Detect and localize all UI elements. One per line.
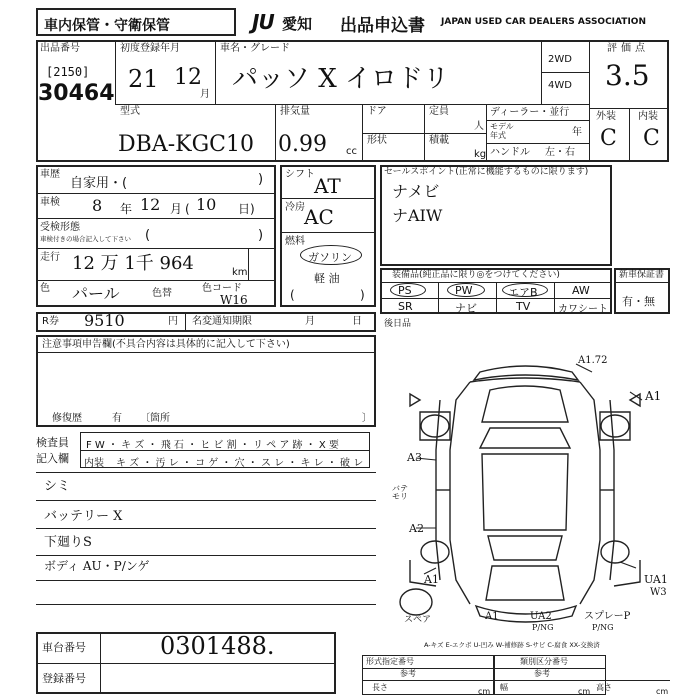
first-reg-year: 21 — [128, 65, 159, 93]
equip-tv: TV — [516, 300, 531, 313]
ju-logo: JU — [252, 10, 274, 34]
form-title: 出品申込書 — [340, 16, 425, 36]
equip-sr: SR — [398, 300, 413, 313]
equip-airbag: エアB — [508, 286, 538, 299]
height-unit: cm — [656, 687, 669, 696]
mark-rear2b: P/NG — [532, 623, 554, 632]
fuel-label: 燃料 — [285, 236, 305, 247]
storage-text: 車内保管・守衛保管 — [44, 18, 170, 34]
inspector-line2: バッテリー X — [44, 509, 123, 524]
left-side — [450, 382, 470, 604]
inspector-label1: 検査員 — [36, 436, 69, 449]
recycle-label: R券 — [42, 316, 59, 327]
history-close: ) — [258, 172, 264, 187]
door-label: ドア — [367, 106, 387, 117]
mileage-label: 走行 — [40, 252, 60, 263]
inspector-row1: F W ・ キ ズ ・ 飛 石 ・ ヒ ビ 割 ・ リ ペ ア 跡 ・ X 要 — [86, 440, 339, 451]
inspector-line1: シミ — [44, 479, 71, 494]
displacement-unit: cc — [346, 146, 357, 157]
mark-spare: スペア — [404, 615, 432, 625]
name-change-day: 日 — [352, 316, 362, 327]
name-change-month: 月 — [305, 316, 315, 327]
received-open: ( — [145, 228, 151, 243]
drive-2wd: 2WD — [548, 54, 572, 65]
color-code-label: 色コード — [202, 283, 242, 294]
width-unit: cm — [578, 687, 591, 696]
shape-label: 形状 — [367, 135, 387, 146]
received-close: ) — [258, 228, 264, 243]
drive-4wd: 4WD — [548, 80, 572, 91]
mark-rear3: スプレーP — [584, 611, 631, 622]
color-label: 色 — [40, 283, 50, 294]
spec-number-label: 形式指定番号 — [366, 657, 414, 666]
warranty-label: 新車保証書 — [619, 270, 665, 280]
dealer-year-unit: 年 — [572, 127, 582, 138]
equip-pw: PW — [455, 284, 473, 297]
capacity-label: 定員 — [429, 106, 449, 117]
mark-rear2: UA2 — [530, 611, 552, 622]
cool-label: 冷房 — [285, 202, 305, 213]
sales-point-label: セールスポイント(正常に機能するものに限ります) — [384, 167, 589, 177]
name-change-label: 名変通知期限 — [192, 316, 252, 327]
inspection-day: 10 — [196, 195, 217, 214]
inspection-day-unit: 日) — [238, 202, 255, 216]
inspection-label: 車検 — [40, 197, 60, 208]
capacity-unit: 人 — [474, 121, 484, 132]
equip-ps: PS — [398, 284, 412, 297]
mark-bl: A1 — [424, 573, 439, 586]
repair-parts: 〔箇所 — [140, 413, 170, 424]
ref2-label: 参考 — [534, 669, 550, 678]
recycle-value: 9510 — [84, 311, 125, 330]
dealer-handle-side: 左・右 — [545, 147, 575, 158]
fuel-close: ) — [360, 288, 365, 302]
mark-left1: A3 — [407, 451, 422, 464]
left-mirror — [410, 394, 420, 406]
shift-value: AT — [314, 174, 341, 198]
color-code-value: W16 — [220, 293, 248, 307]
ext-grade: C — [600, 126, 617, 151]
mark-br2: W3 — [650, 587, 667, 598]
notes-label: 注意事項申告欄(不具合内容は具体的に記入して下さい) — [42, 339, 290, 350]
width-label: 幅 — [500, 683, 508, 692]
displacement-label: 排気量 — [280, 106, 310, 117]
aftermarket-label: 後日品 — [384, 319, 412, 329]
shift-label: シフト — [285, 169, 315, 180]
front-right-wheel — [601, 415, 629, 437]
mark-rear1: A1 — [485, 611, 499, 622]
first-reg-label: 初度登録年月 — [120, 43, 180, 54]
reg-number-label: 登録番号 — [42, 672, 86, 685]
fuel-open: ( — [290, 288, 295, 302]
model-value: DBA-KGC10 — [118, 132, 254, 157]
equip-navi: ナビ — [455, 302, 477, 315]
model-label: 型式 — [120, 106, 140, 117]
first-reg-month-unit: 月 — [200, 89, 210, 100]
repair-value: 有 — [112, 413, 122, 424]
load-label: 積載 — [429, 135, 449, 146]
windshield — [480, 428, 570, 448]
inspection-year-unit: 年 — [120, 202, 133, 216]
rear-hatch — [486, 566, 564, 600]
mark-top: A1.72 — [578, 355, 608, 366]
front-right-fender — [600, 412, 630, 440]
mileage-unit: km — [232, 267, 248, 278]
warranty-value: 有・無 — [622, 295, 655, 308]
rear-left-wheel — [421, 541, 449, 563]
roof — [482, 454, 568, 530]
int-label: 内装 — [638, 111, 658, 122]
damage-legend: A-キズ E-エクボ U-凹み W-補修跡 S-サビ C-腐食 XX-交換済 — [424, 641, 600, 649]
car-name-label: 車名・グレード — [220, 43, 290, 54]
recycle-unit: 円 — [168, 316, 178, 327]
received-label: 受検形態 — [40, 222, 80, 233]
inspector-row2: キ ズ ・ 汚 レ ・ コ ゲ ・ 穴 ・ ス レ ・ キ レ ・ 破 レ — [116, 458, 364, 469]
height-label: 高さ — [596, 683, 612, 692]
equipment-label: 装備品(純正品に限り◎をつけてください) — [392, 270, 560, 280]
first-reg-month: 12 — [174, 65, 202, 90]
chassis-label: 車台番号 — [42, 641, 86, 654]
fuel-gas: ガソリン — [308, 251, 352, 264]
inspector-row2-label: 内装 — [84, 458, 104, 469]
mileage-value: 12 万 1千 964 — [72, 253, 194, 274]
class-number-label: 類別区分番号 — [520, 657, 568, 666]
mark-rear3b: P/NG — [592, 623, 614, 632]
displacement-value: 0.99 — [278, 132, 327, 157]
color-change-label: 色替 — [152, 288, 172, 299]
inspector-label2: 記入欄 — [36, 452, 69, 465]
inspector-line4: ボディ AU・P/ンゲ — [44, 559, 150, 573]
lot-bracket: [2150] — [46, 65, 90, 79]
fuel-diesel: 軽 油 — [314, 272, 340, 285]
rear-right-wheel — [601, 541, 629, 563]
front-left-wheel — [421, 415, 449, 437]
inspection-day-open: ( — [185, 202, 190, 216]
history-label: 車歴 — [40, 169, 60, 180]
ref1-label: 参考 — [400, 669, 416, 678]
chassis-value: 0301488. — [160, 632, 275, 660]
front-left-fender — [420, 412, 450, 440]
inspection-month: 12 — [140, 195, 161, 214]
rear-window — [488, 536, 562, 560]
ext-label: 外装 — [596, 111, 616, 122]
hood — [482, 386, 568, 422]
mark-tr: A1 — [645, 389, 662, 403]
dealer-handle: ハンドル — [490, 147, 530, 158]
history-value: 自家用・( — [70, 176, 128, 191]
rating-label: 評価点 — [607, 43, 649, 54]
sales-point-line1: ナメビ — [392, 182, 440, 201]
dealer-row1: ディーラー・並行 — [490, 107, 570, 118]
received-note: 車検付きの場合記入して下さい — [40, 235, 131, 243]
storage-box — [36, 8, 236, 36]
repair-close: 〕 — [362, 413, 372, 424]
association-name: JAPAN USED CAR DEALERS ASSOCIATION — [441, 17, 646, 27]
cool-value: AC — [304, 205, 334, 229]
int-grade: C — [643, 126, 660, 151]
mark-br: UA1 — [644, 573, 668, 586]
equip-aw: AW — [572, 284, 590, 297]
dealer-year: 年式 — [490, 131, 506, 140]
length-label: 長さ — [372, 683, 388, 692]
inspector-line3: 下廻りS — [44, 535, 92, 550]
spare-tire — [400, 589, 432, 615]
mark-left2: A2 — [409, 522, 424, 535]
right-side — [580, 382, 600, 604]
inspection-month-unit: 月 — [170, 202, 183, 216]
region-name: 愛知 — [282, 15, 313, 33]
lot-number: 30464 — [38, 81, 115, 106]
repair-label: 修復歴 — [52, 413, 82, 424]
rating-value: 3.5 — [605, 59, 650, 92]
load-unit: kg — [474, 149, 487, 160]
rear-right-quarter — [614, 560, 640, 586]
color-value: パール — [72, 284, 120, 303]
lot-label: 出品番号 — [40, 43, 80, 54]
length-unit: cm — [478, 687, 491, 696]
car-name-value: パッソ X イロドリ — [232, 64, 450, 94]
sales-point-line2: ナAIW — [392, 206, 443, 225]
dealer-model: モデル — [490, 122, 514, 131]
inspection-year: 8 — [92, 196, 103, 215]
mark-battery: バテモリ — [392, 484, 408, 501]
equip-seat: カワシート — [558, 304, 608, 315]
